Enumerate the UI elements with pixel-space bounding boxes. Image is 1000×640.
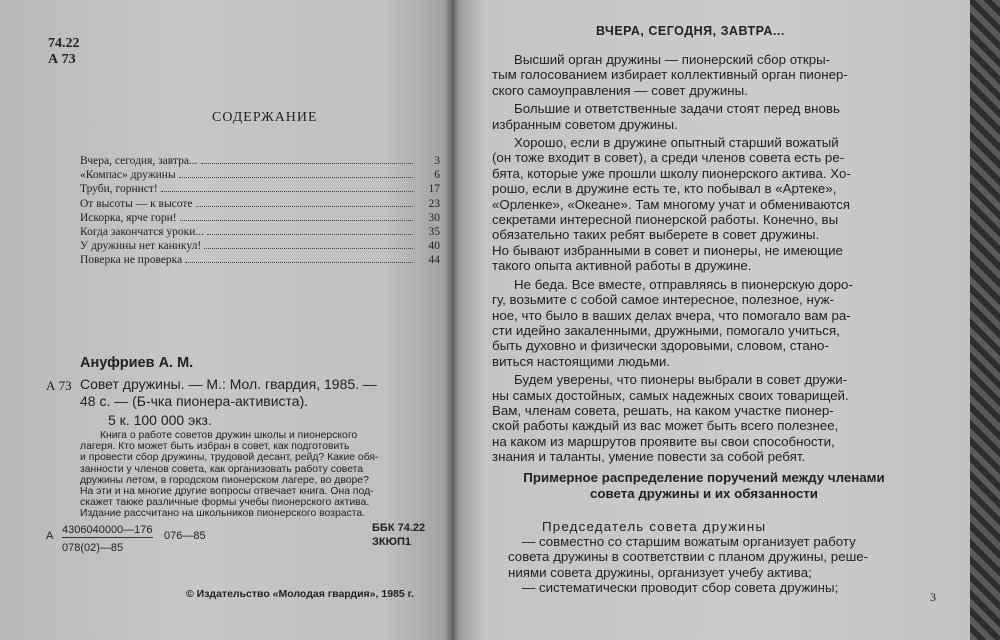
toc-entry-title: «Компас» дружины — [80, 169, 176, 182]
body-text — [492, 52, 912, 465]
duties-list — [508, 534, 928, 596]
annotation-line: Издание рассчитано на школьников пионерского возраста. — [80, 508, 366, 520]
toc-entry-title: Искорка, ярче гори! — [80, 211, 177, 224]
running-head: ВЧЕРА, СЕГОДНЯ, ЗАВТРА... — [596, 24, 785, 38]
toc-entry — [80, 168, 440, 182]
body-line: ского самоуправления — совет дружины. — [492, 82, 748, 98]
toc-leader — [207, 234, 413, 235]
body-line: сти идейно закаленными, дружными, помогало учиться, — [492, 322, 840, 338]
copyright-line: © Издательство «Молодая гвардия», 1985 г. — [186, 588, 414, 600]
section-heading — [504, 470, 904, 502]
body-line: Будем уверены, что пионеры выбрали в совет дружи- — [514, 372, 848, 388]
toc-leader — [161, 191, 413, 192]
body-line: избранным советом дружины. — [492, 116, 678, 132]
toc-leader — [201, 163, 413, 164]
zkyup-code: ЗКЮП1 — [372, 536, 411, 548]
code-numerator: 4306040000—176 — [62, 524, 153, 536]
toc-entry-title: Труби, горнист! — [80, 183, 158, 196]
body-line: ской работы каждый из вас может быть всего полезнее, — [492, 418, 839, 434]
code-denominator: 078(02)—85 — [62, 542, 124, 554]
body-line: такого опыта активной работы в дружине. — [492, 258, 752, 274]
toc-leader — [185, 262, 413, 263]
body-line: Но бывают избранными в совет и пионеры, не имеющие — [492, 242, 843, 258]
catalog-code: 74.22 — [48, 36, 80, 51]
body-line: Не беда. Все вместе, отправляясь в пионерскую доро- — [514, 276, 853, 292]
body-line: рошо, если в дружине есть те, кто побывал в «Артеке», — [492, 181, 837, 197]
body-line: ное, что было в ваших делах вчера, что помогало вам ра- — [492, 307, 851, 323]
price-and-print-run: 5 к. 100 000 экз. — [108, 412, 212, 428]
code-letter: А — [46, 530, 54, 542]
toc-entry-title: Вчера, сегодня, завтра... — [80, 155, 198, 167]
toc-entry — [80, 253, 440, 267]
toc-entry-page: 6 — [434, 169, 440, 182]
toc-entry-title: Поверка не проверка — [80, 254, 183, 267]
book-annotation — [80, 430, 450, 520]
body-line: Большие и ответственные задачи стоят перед вновь — [514, 101, 840, 117]
annotation-line: скажет также различные формы учебы пионерского актива. — [80, 497, 370, 509]
annotation-line: дружины летом, в городском пионерском лагере, во дворе? — [80, 474, 369, 486]
toc-entry-title: У дружины нет каникул! — [80, 240, 202, 253]
book-author: Ануфриев А. М. — [80, 355, 194, 371]
bbk-code: ББК 74.22 — [372, 522, 426, 534]
toc-entry — [80, 182, 440, 196]
body-line: знания и таланты, умение повести за собой ребят. — [492, 449, 806, 465]
duty-line: совета дружины в соответствии с планом дружины, реше- — [508, 549, 869, 565]
body-line: Высший орган дружины — пионерский сбор откры- — [514, 52, 831, 67]
section-heading-line: совета дружины и их обязанности — [590, 486, 818, 501]
annotation-line: и провести сбор дружины, трудовой десант, рейд? Какие обя- — [80, 452, 379, 464]
annotation-line: Книга о работе советов дружин школы и пионерского — [100, 430, 358, 441]
body-line: Вам, членам совета, решать, на каком участке пионер- — [492, 402, 834, 418]
section-heading-line: Примерное распределение поручений между членами — [523, 470, 885, 485]
body-line: гу, возьмите с собой самое интересное, полезное, нуж- — [492, 292, 834, 308]
toc-title: СОДЕРЖАНИЕ — [212, 110, 318, 125]
body-line: тым голосованием избирает коллективный орган пионер- — [492, 67, 848, 83]
body-line: «Орленке», «Океане». Там многому учат и обмениваются — [492, 196, 850, 212]
body-line: обязательно таких ребят выберете в совет дружины. — [492, 227, 820, 243]
author-mark: А 73 — [46, 378, 72, 393]
toc-entry-page: 23 — [428, 197, 440, 210]
code-middle: 076—85 — [164, 530, 206, 542]
toc-entry-page: 44 — [428, 254, 440, 267]
annotation-line: занности у членов совета, как организовать работу совета — [80, 463, 364, 475]
toc-entry-page: 30 — [428, 211, 440, 224]
duty-line: — систематически проводит сбор совета дружины; — [522, 580, 839, 596]
background-fabric — [970, 0, 1000, 640]
body-line: (он тоже входит в совет), а среди членов совета есть ре- — [492, 150, 845, 166]
body-line: Хорошо, если в дружине опытный старший вожатый — [514, 135, 839, 151]
subheading: Председатель совета дружины — [542, 519, 767, 534]
body-line: ны самых достойных, самых надежных своих товарищей. — [492, 387, 849, 403]
body-line: на каком из маршрутов проявите вы свои способности, — [492, 433, 835, 449]
bibliographic-line: 48 с. — (Б-чка пионера-активиста). — [80, 393, 309, 409]
toc-entry-page: 35 — [428, 226, 440, 239]
body-line: бята, которые уже прошли школу пионерского актива. Хо- — [492, 165, 851, 181]
page-number: 3 — [930, 590, 936, 604]
duty-line: ниями совета дружины, организует учебу актива; — [508, 564, 812, 580]
annotation-line: На эти и на многие другие вопросы отвечает книга. Она под- — [80, 486, 374, 498]
toc-leader — [180, 220, 413, 221]
body-line: быть духовно и физически здоровыми, словом, стано- — [492, 338, 829, 354]
body-line: секретами интересной пионерской работы. Конечно, вы — [492, 212, 839, 228]
toc-entry — [80, 154, 440, 168]
catalog-author-mark: А 73 — [48, 52, 76, 67]
toc-leader — [196, 206, 413, 207]
toc-leader — [179, 177, 413, 178]
toc-leader — [204, 248, 413, 249]
toc-entry-page: 3 — [434, 155, 440, 167]
duty-line: — совместно со старшим вожатым организует работу — [522, 534, 856, 549]
table-of-contents — [80, 154, 440, 268]
book-gutter — [444, 0, 460, 640]
toc-entry-page: 17 — [428, 183, 440, 196]
toc-entry-title: От высоты — к высоте — [80, 197, 193, 210]
toc-entry — [80, 225, 440, 239]
bibliographic-line: Совет дружины. — М.: Мол. гвардия, 1985. — — [80, 376, 377, 392]
toc-entry-title: Когда закончатся уроки... — [80, 226, 205, 239]
annotation-line: лагеря. Кто может быть избран в совет, как подготовить — [80, 441, 350, 453]
toc-entry — [80, 197, 440, 211]
toc-entry-page: 40 — [428, 240, 440, 253]
toc-entry — [80, 239, 440, 253]
body-line: виться настоящими людьми. — [492, 353, 670, 369]
toc-entry — [80, 211, 440, 225]
